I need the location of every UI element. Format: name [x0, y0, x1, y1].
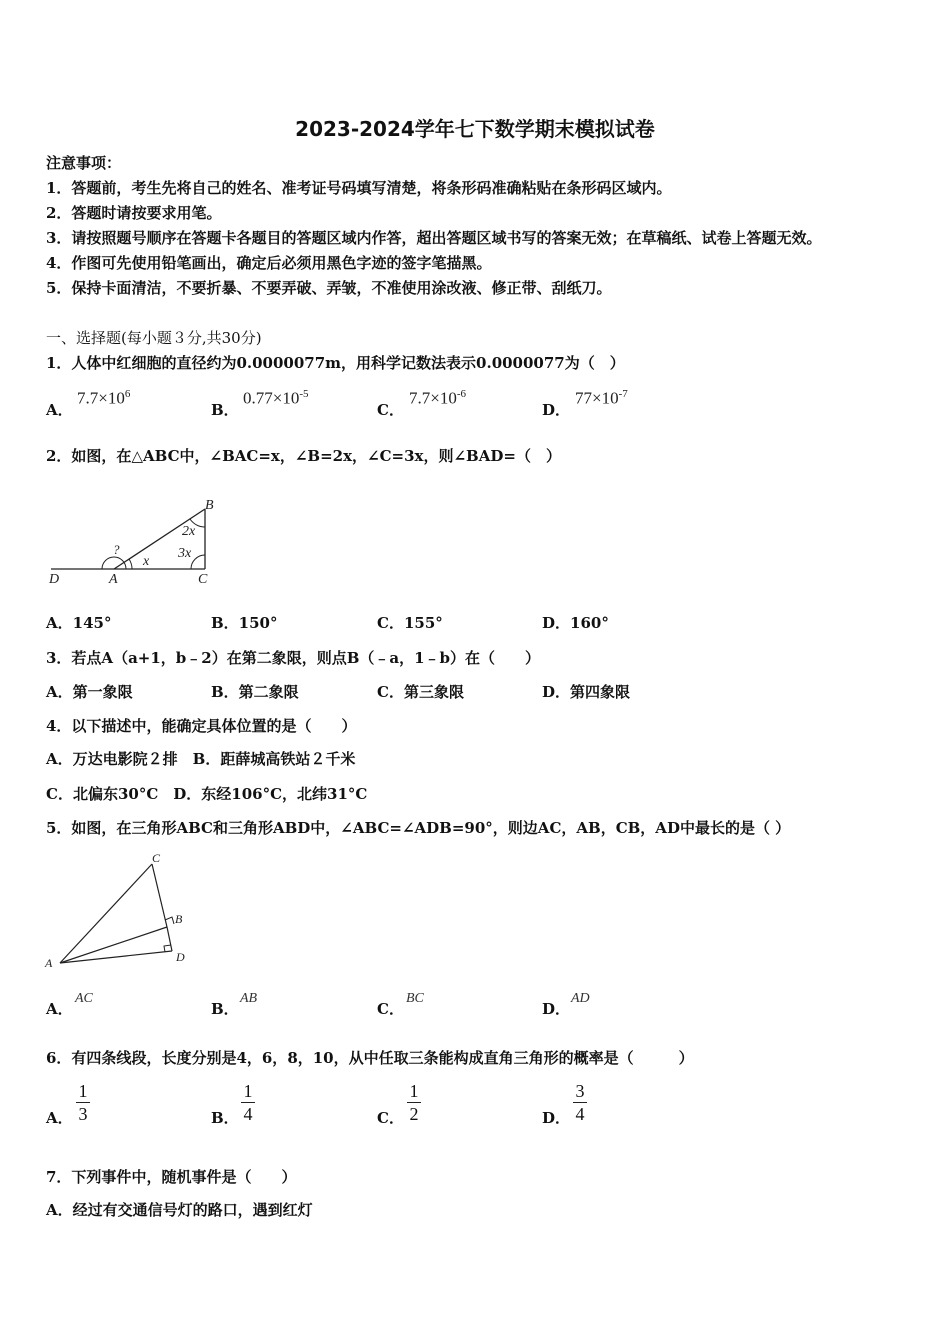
q2-label-d: D [49, 572, 60, 587]
notice-item-5: 5．保持卡面清洁，不要折暴、不要弄破、弄皱，不准使用涂改液、修正带、刮纸刀。 [46, 279, 612, 297]
q2-label-a: A [109, 572, 118, 587]
page-title: 2023-2024学年七下数学期末模拟试卷 [295, 117, 655, 141]
q2-option-d: D．160° [542, 614, 609, 632]
q2-option-c: C．155° [377, 614, 443, 632]
q3-option-a: A．第一象限 [46, 683, 133, 701]
q5-option-c-value: BC [406, 991, 424, 1006]
q5-side-cb [152, 864, 167, 927]
q5-option-a-value: AC [75, 991, 93, 1006]
q2-angle-arc-c [191, 555, 205, 569]
q6-option-d-label: D． [542, 1109, 571, 1127]
q4-stem: 4．以下描述中，能确定具体位置的是（ ） [46, 717, 357, 735]
q3-option-b: B．第二象限 [211, 683, 299, 701]
q2-label-2x: 2x [182, 524, 196, 539]
q5-option-b-label: B． [211, 1000, 239, 1018]
q5-option-d-value: AD [571, 991, 590, 1006]
q6-stem: 6．有四条线段，长度分别是4，6，8，10，从中任取三条能构成直角三角形的概率是（ ） [46, 1049, 694, 1067]
q5-option-b-value: AB [240, 991, 258, 1006]
q6-option-c-label: C． [377, 1109, 404, 1127]
notice-item-4: 4．作图可先使用铅笔画出，确定后必须用黑色字迹的签字笔描黑。 [46, 254, 492, 272]
q5-triangle-figure [42, 850, 212, 980]
q6-option-b-fraction: 1 4 [241, 1081, 255, 1124]
q5-option-a-label: A． [46, 1000, 73, 1018]
notice-heading: 注意事项： [46, 154, 122, 172]
q1-option-d-label: D． [542, 401, 571, 419]
q5-label-c: C [152, 851, 161, 865]
q6-option-a-label: A． [46, 1109, 73, 1127]
q7-option-a: A．经过有交通信号灯的路口，遇到红灯 [46, 1201, 313, 1219]
q6-option-b-label: B． [211, 1109, 239, 1127]
q2-triangle-figure [45, 495, 245, 595]
q1-option-a-label: A． [46, 401, 73, 419]
q6-option-d-fraction: 3 4 [573, 1081, 587, 1124]
q6-option-a-fraction: 1 3 [76, 1081, 90, 1124]
q5-option-c-label: C． [377, 1000, 404, 1018]
q2-label-question: ? [113, 542, 120, 557]
q1-option-a: $7.7\times 10^6$ [77, 388, 131, 408]
q2-side-ab [114, 509, 205, 569]
notice-item-1: 1．答题前，考生先将自己的姓名、准考证号码填写清楚，将条形码准确粘贴在条形码区域内。 [46, 179, 672, 197]
q2-label-c: C [198, 572, 208, 587]
q1-option-d: $77\times 10^{-7}$ [575, 388, 628, 408]
notice-item-3: 3．请按照题号顺序在答题卡各题目的答题区域内作答，超出答题区域书写的答案无效；在草稿纸、试卷上答题无效。 [46, 229, 822, 247]
q4-options-line-1: A．万达电影院２排 B．距薛城高铁站２千米 [46, 750, 356, 768]
q6-option-c-fraction: 1 2 [407, 1081, 421, 1124]
q3-option-c: C．第三象限 [377, 683, 464, 701]
q1-option-c: $7.7\times 10^{-6}$ [409, 388, 467, 408]
q2-label-3x: 3x [178, 546, 192, 561]
q2-label-b: B [205, 498, 214, 513]
q7-stem: 7．下列事件中，随机事件是（ ） [46, 1168, 297, 1186]
q2-angle-arc-x [129, 559, 132, 569]
q5-label-a: A [45, 956, 53, 970]
q3-stem: 3．若点A（a+1，b﹣2）在第二象限，则点B（﹣a，1﹣b）在（ ） [46, 649, 541, 667]
q2-label-x: x [143, 554, 150, 569]
q2-option-b: B．150° [211, 614, 278, 632]
q3-option-d: D．第四象限 [542, 683, 631, 701]
q2-stem: 2．如图，在△ABC中，∠BAC=x，∠B=2x，∠C=3x，则∠BAD=（ ） [46, 447, 561, 465]
q5-stem: 5．如图，在三角形ABC和三角形ABD中，∠ABC=∠ADB=90°，则边AC，AB，CB，AD中最长的是（ ） [46, 819, 791, 837]
section-heading: 一、选择题(每小题３分,共30分) [46, 329, 262, 347]
q5-side-bd [167, 927, 172, 951]
q1-option-b-label: B． [211, 401, 239, 419]
q5-label-b: B [175, 912, 183, 926]
q1-option-b: $0.77\times 10^{-5}$ [243, 388, 309, 408]
q1-stem: 1．人体中红细胞的直径约为0.0000077m，用科学记数法表示0.0000077为（ ） [46, 354, 625, 372]
notice-item-2: 2．答题时请按要求用笔。 [46, 204, 222, 222]
q2-option-a: A．145° [46, 614, 112, 632]
q1-option-c-label: C． [377, 401, 404, 419]
q5-label-d: D [176, 950, 185, 964]
q4-options-line-2: C．北偏东30°C D．东经106°C，北纬31°C [46, 785, 368, 803]
q5-option-d-label: D． [542, 1000, 571, 1018]
